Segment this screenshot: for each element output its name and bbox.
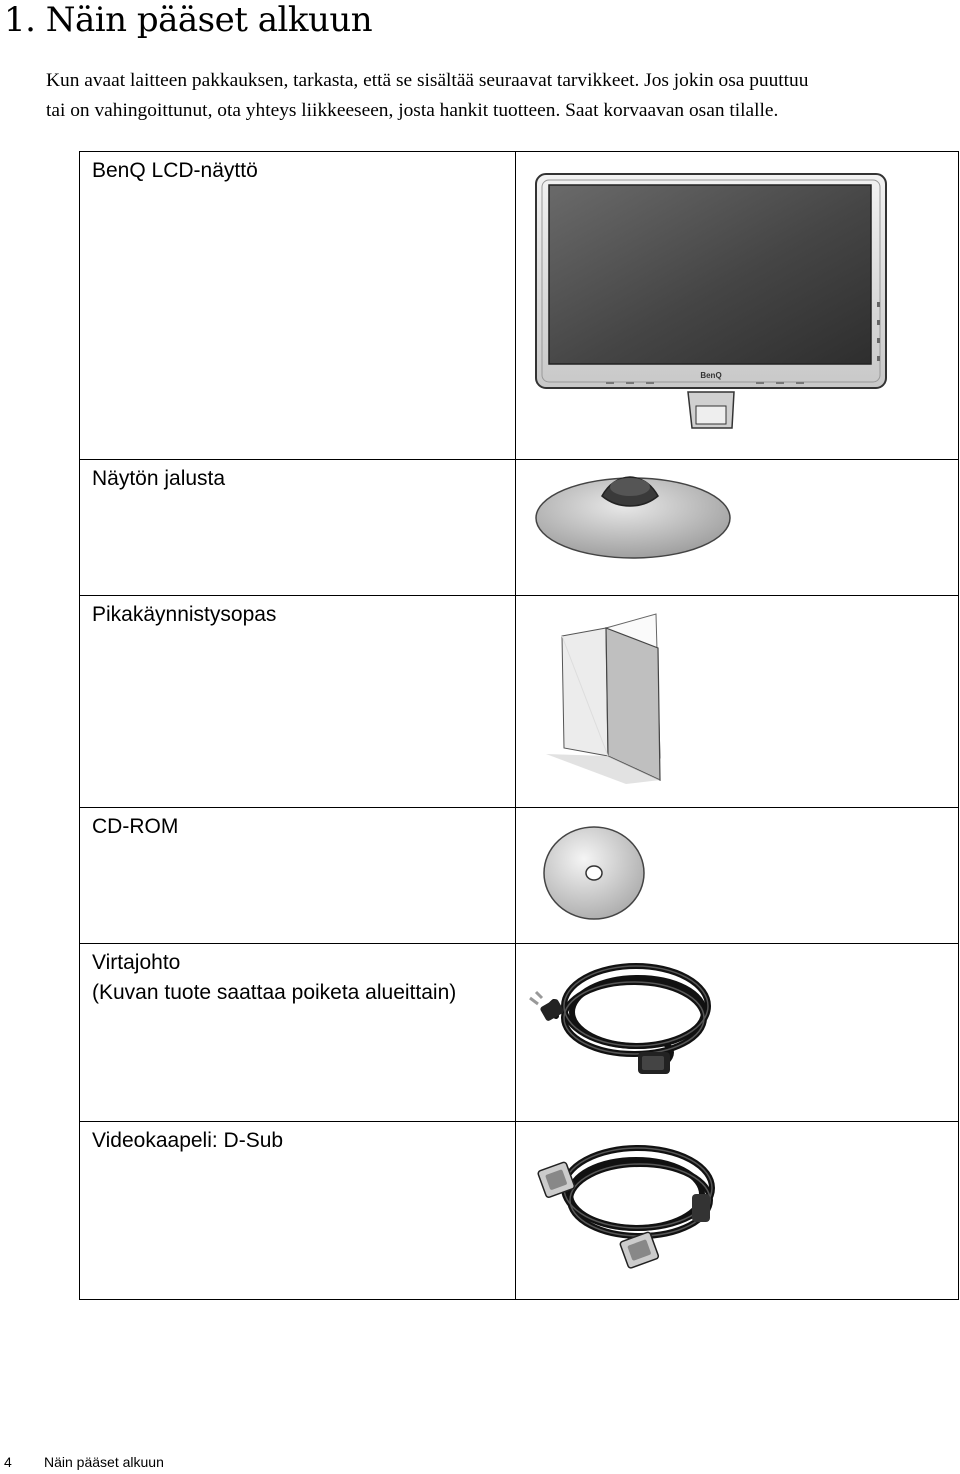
- quick-start-guide-illustration: [516, 596, 959, 808]
- item-label-stand: Näytön jalusta: [80, 460, 516, 596]
- cd-rom-illustration: [516, 808, 959, 944]
- monitor-brand-logo: BenQ: [700, 371, 722, 380]
- item-label-power-cord: [80, 944, 516, 1122]
- table-row: [80, 460, 959, 596]
- intro-line-1: Kun avaat laitteen pakkauksen, tarkasta, että se sisältää seuraavat tarvikkeet. Jos jokin osa puuttuu: [46, 70, 809, 91]
- item-label-cd-rom: CD-ROM: [80, 808, 516, 944]
- table-row: [80, 152, 959, 460]
- table-row: [80, 596, 959, 808]
- page-footer: [4, 1452, 164, 1472]
- intro-paragraph: [46, 66, 958, 126]
- item-label-quick-start-guide: Pikakäynnistysopas: [80, 596, 516, 808]
- page-number: 4: [4, 1454, 12, 1470]
- page-heading: 1. Näin pääset alkuun: [4, 0, 373, 40]
- monitor-illustration: [516, 152, 959, 460]
- power-cord-label: Virtajohto: [92, 951, 181, 974]
- table-row: [80, 1122, 959, 1300]
- d-sub-cable-illustration: [516, 1122, 959, 1300]
- intro-line-2: tai on vahingoittunut, ota yhteys liikkeeseen, josta hankit tuotteen. Saat korvaavan osan tilalle.: [46, 100, 779, 121]
- item-label-video-cable: Videokaapeli: D-Sub: [80, 1122, 516, 1300]
- footer-section-title: Näin pääset alkuun: [44, 1454, 164, 1470]
- item-label-monitor: BenQ LCD-näyttö: [80, 152, 516, 460]
- power-cord-note: (Kuvan tuote saattaa poiketa alueittain): [92, 981, 457, 1004]
- power-cord-illustration: [516, 944, 959, 1122]
- stand-base-illustration: [516, 460, 959, 596]
- table-row: [80, 944, 959, 1122]
- table-row: [80, 808, 959, 944]
- package-contents-table: [79, 151, 959, 1300]
